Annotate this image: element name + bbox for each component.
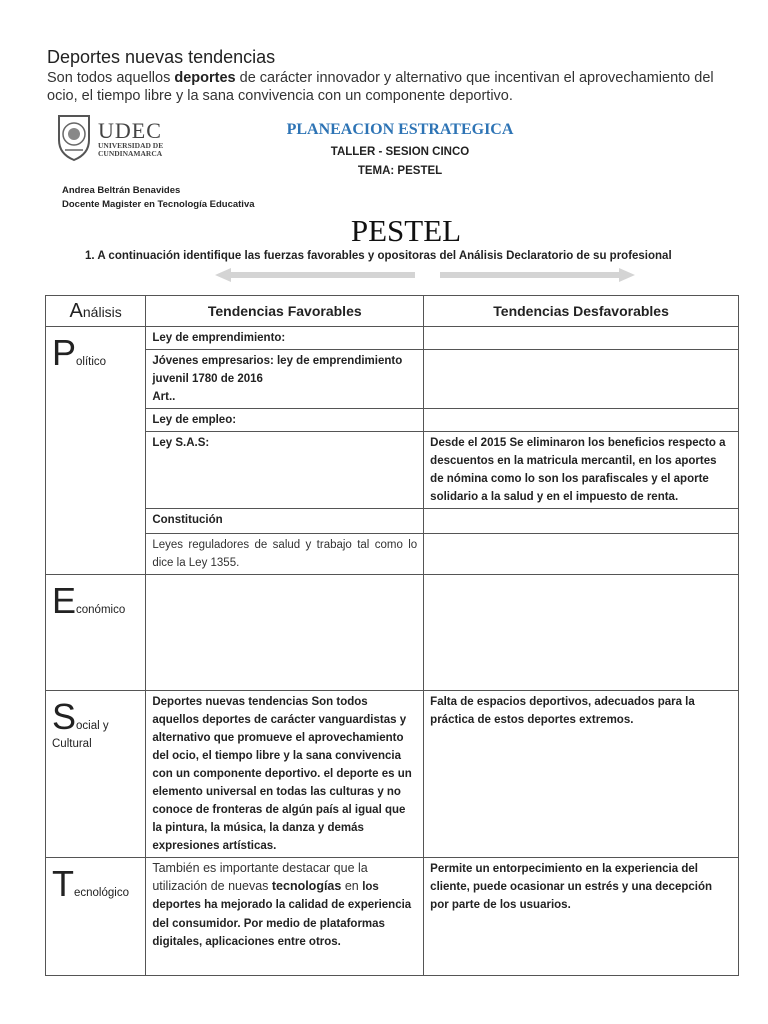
social-desf: Falta de espacios deportivos, adecuados para la práctica de estos deportes extremos.	[424, 691, 739, 858]
table-row	[46, 350, 739, 409]
tecnologico-fav-bold: los deportes ha mejorado la calidad de experiencia del consumidor. Por medio de plataformas digitales, aplicaciones entre otros.	[152, 880, 412, 948]
pestel-heading: PESTEL	[350, 213, 462, 248]
politico-desf-1	[424, 350, 739, 409]
politico-desf-0	[424, 327, 739, 350]
tecnologico-desf: Permite un entorpecimiento en la experiencia del cliente, puede ocasionar un estrés y una decepción por parte de los usuarios.	[424, 858, 739, 976]
pestel-table	[45, 295, 739, 976]
category-politico	[46, 327, 146, 575]
header-analisis-rest: nálisis	[82, 303, 122, 320]
social-fav: Deportes nuevas tendencias Son todos aquellos deportes de carácter vanguardistas y alternativo que promueve el aprovechamiento del ocio, el tiempo libre y la sana convivencia con un componente deportivo. el deporte es un elemento universal en todas las culturas y no conoce de fronteras de algún país al igual que la pintura, la música, la danza y demás expresiones artísticas.	[146, 691, 424, 858]
author-block	[62, 184, 255, 212]
category-social	[46, 691, 146, 858]
udec-sub-line1: UNIVERSIDAD DE	[98, 141, 164, 150]
header-desfavorables: Tendencias Desfavorables	[424, 296, 739, 327]
tecnologico-letter: T	[52, 863, 74, 904]
header-analisis-first: A	[69, 299, 83, 322]
left-arrow-icon	[215, 268, 415, 282]
politico-desf-5	[424, 534, 739, 575]
document-title: PLANEACION ESTRATEGICA	[286, 121, 514, 138]
intro-text-2: de carácter innovador y alternativo que incentivan el aprovechamiento del ocio, el tiempo libre y la sana convivencia con un componente deportivo.	[47, 70, 714, 104]
udec-sub-line2: CUNDINAMARCA	[98, 149, 163, 158]
table-row	[46, 409, 739, 432]
table-header-row	[46, 296, 739, 327]
politico-fav-1: Jóvenes empresarios: ley de emprendimiento juvenil 1780 de 2016	[152, 355, 403, 385]
economico-letter: E	[52, 580, 77, 621]
tecnologico-fav	[146, 858, 424, 976]
instruction-text: 1. A continuación identifique las fuerzas favorables y opositoras del Análisis Declaratorio de su profesional	[85, 250, 672, 262]
author-role: Docente Magister en Tecnología Educativa	[62, 199, 255, 210]
politico-letter: P	[52, 332, 77, 373]
tecnologico-fav-plain2: en	[341, 878, 363, 893]
politico-fav-2: Ley de empleo:	[146, 409, 424, 432]
politico-fav-5: Leyes reguladores de salud y trabajo tal como lo dice la Ley 1355.	[146, 534, 424, 575]
intro-text-1: Son todos aquellos	[47, 70, 175, 86]
social-rest2: Cultural	[52, 738, 92, 750]
intro-text-bold: deportes	[174, 70, 236, 86]
tecnologico-fav-plain: También es importante destacar que la utilización de nuevas	[152, 861, 368, 893]
tecnologico-fav-bold-word: tecnologías	[271, 878, 342, 893]
table-row	[46, 534, 739, 575]
intro-title: Deportes nuevas tendencias	[47, 47, 276, 67]
politico-fav-3: Ley S.A.S:	[146, 432, 424, 509]
politico-fav-1-cell	[146, 350, 424, 409]
table-row	[46, 858, 739, 976]
udec-wordmark: UDEC	[98, 118, 162, 143]
politico-fav-4: Constitución	[146, 509, 424, 534]
category-tecnologico	[46, 858, 146, 976]
table-row	[46, 575, 739, 691]
tema-label: TEMA: PESTEL	[357, 165, 443, 177]
header-analisis	[46, 296, 146, 327]
politico-fav-1-extra: Art..	[152, 391, 176, 403]
politico-desf-3: Desde el 2015 Se eliminaron los beneficios respecto a descuentos en la matricula mercantil, en los aportes de nómina como lo son los parafiscales y el aporte solidario a la salud y en el impuesto de renta.	[424, 432, 739, 509]
table-row	[46, 432, 739, 509]
table-row	[46, 509, 739, 534]
politico-desf-2	[424, 409, 739, 432]
politico-fav-0: Ley de emprendimiento:	[146, 327, 424, 350]
economico-rest: conómico	[76, 604, 126, 616]
table-row	[46, 327, 739, 350]
economico-fav	[146, 575, 424, 691]
table-row	[46, 691, 739, 858]
right-arrow-icon	[440, 268, 635, 282]
social-rest: ocial y	[76, 720, 109, 732]
politico-rest: olítico	[76, 356, 107, 368]
header-favorables: Tendencias Favorables	[146, 296, 424, 327]
author-name: Andrea Beltrán Benavides	[62, 185, 181, 196]
taller-label: TALLER - SESION CINCO	[330, 146, 470, 158]
intro-paragraph	[47, 69, 737, 105]
category-economico	[46, 575, 146, 691]
politico-desf-4	[424, 509, 739, 534]
tecnologico-rest: ecnológico	[74, 887, 129, 899]
economico-desf	[424, 575, 739, 691]
social-letter: S	[52, 696, 77, 737]
